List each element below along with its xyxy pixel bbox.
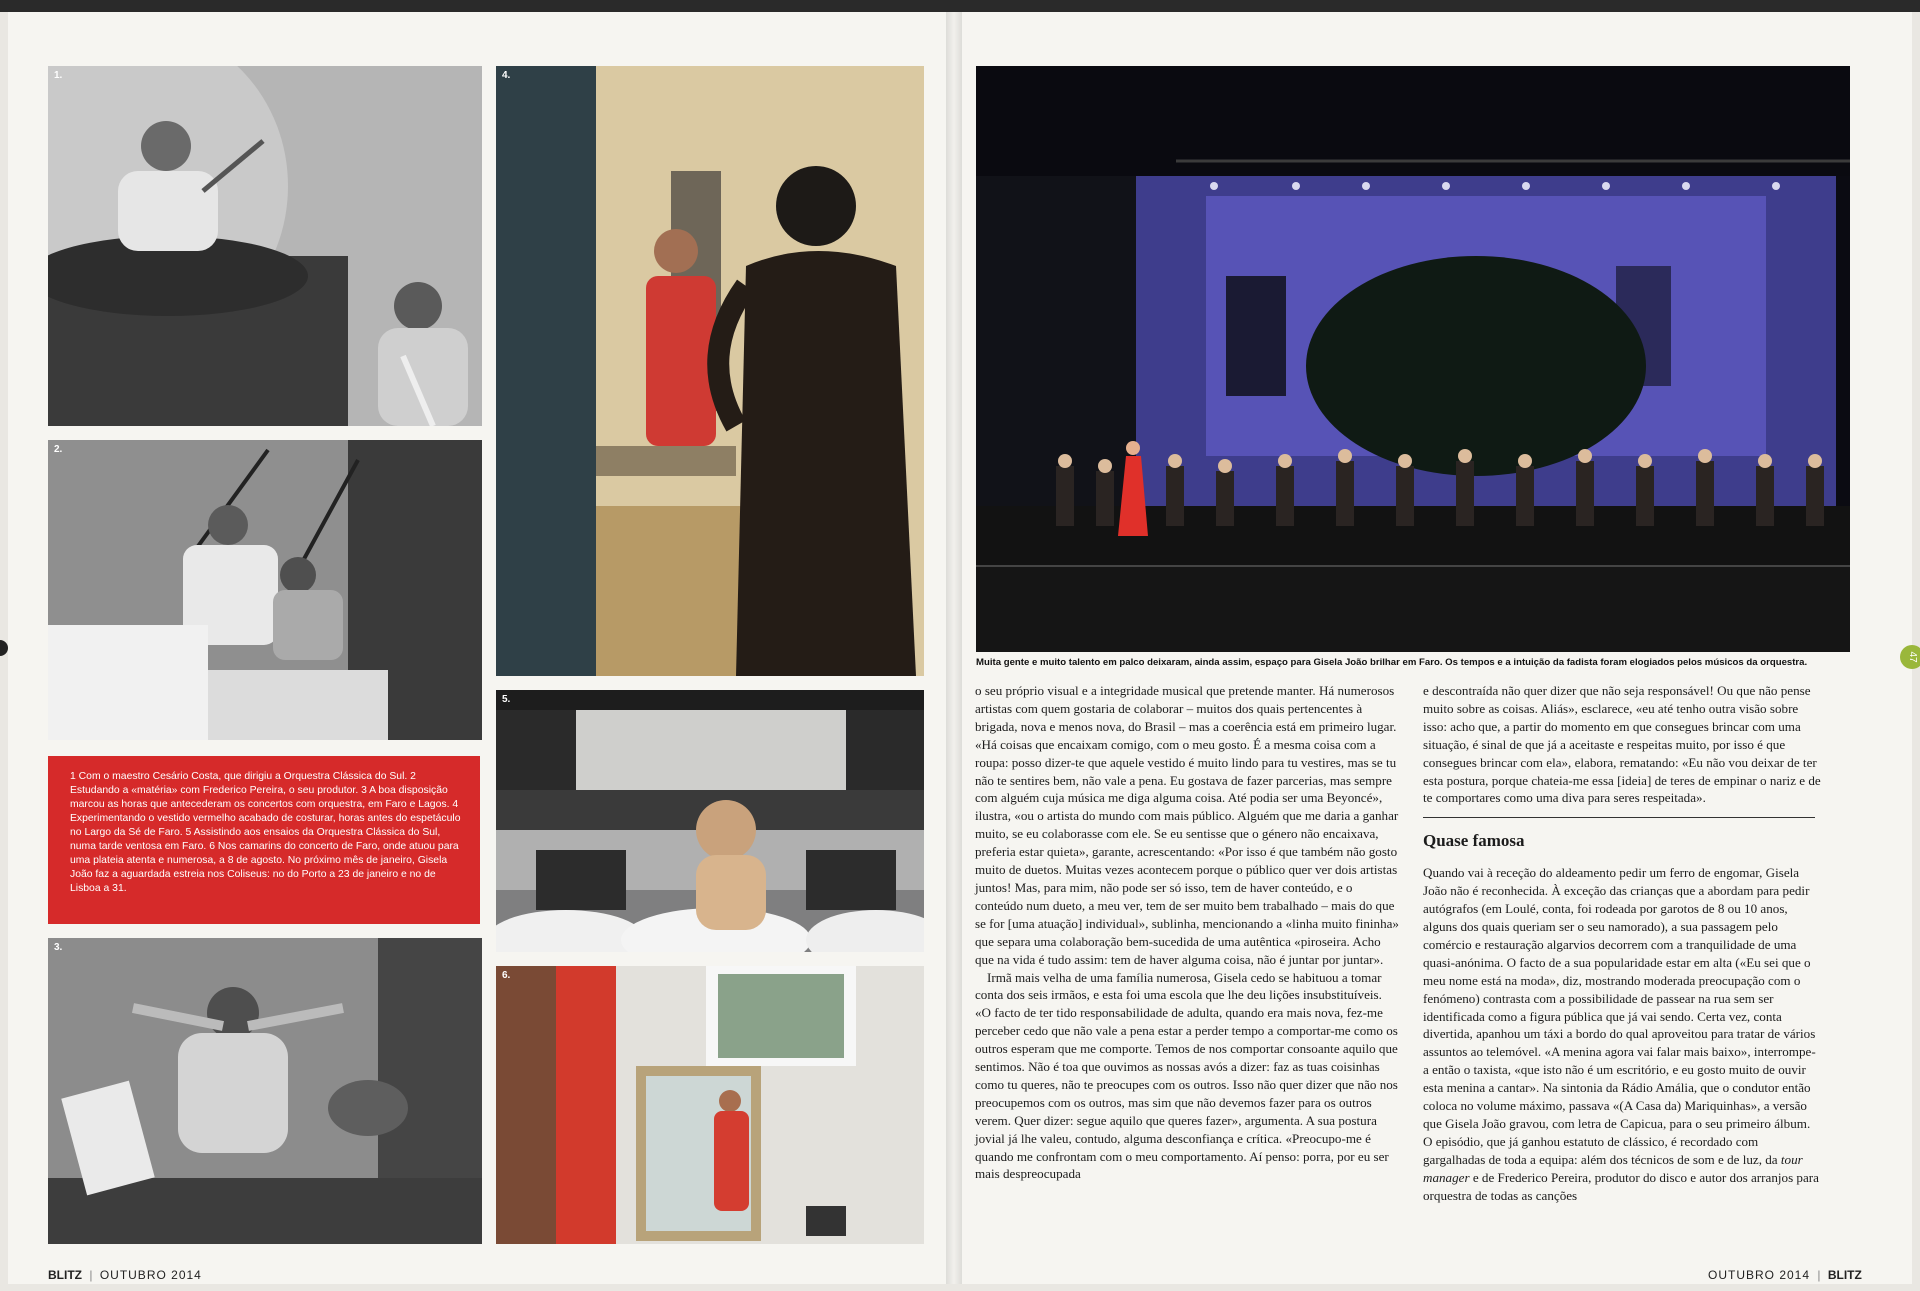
article-paragraph: [1423, 864, 1821, 1204]
page-number-badge: 47: [1900, 645, 1920, 669]
spine-gutter: [946, 12, 962, 1284]
photo-2-studio: [48, 440, 482, 740]
photo-number: 4.: [502, 70, 511, 81]
photo-number: 3.: [54, 942, 63, 953]
photo-number: 1.: [54, 70, 63, 81]
photo-4-mirror: [496, 66, 924, 676]
photo-5-rehearsal: [496, 690, 924, 952]
top-edge: [0, 0, 1920, 12]
photo-6-dressing-room: [496, 966, 924, 1244]
article-text: Quando vai à receção do aldeamento pedir um ferro de engomar, Gisela João não é reconhecida. À exceção das crianças que a abordam para pedir autógrafos (em Loulé, conta, foi rodeada por garotos de 8 ou 10 anos, alguns dos quais queriam ser o seu namorado), a sua passagem pelo comércio e restauração algarvios decorrem com a tranquilidade de uma quasi-anónima. O facto de a sua popularidade estar em alta («Eu sei que o meu nome está na moda», diz, mostrando moderada preocupação com o fenómeno) contrasta com a possibilidade de passear na rua sem ser identificada como a figura pública que já vai sendo. Certa vez, conta divertida, apanhou um táxi a bordo do qual aproveitou para tratar de vários assuntos ao telemóvel. «A menina agora vai falar mais baixo», interrompe-a então o taxista, «que isto não é um escritório, e eu gosto muito de ouvir esta menina a cantar». Na sintonia da Rádio Amália, que o condutor então coloca no volume máximo, passava «(A Casa da) Mariquinhas», a versão que Gisela João gravou, com letra de Capicua, para o seu primeiro álbum. O episódio, que já ganhou estatuto de clássico, é recordado com gargalhadas de toda a equipa: além dos técnicos de som e de luz, da: [1423, 865, 1816, 1167]
footer-brand: BLITZ: [48, 1268, 82, 1282]
photo-3-warmup: [48, 938, 482, 1244]
footer-brand: BLITZ: [1827, 1268, 1862, 1282]
section-divider: [1423, 817, 1815, 818]
photo-main-concert: [976, 66, 1850, 652]
footer-issue: OUTUBRO 2014: [99, 1268, 202, 1282]
footer-left: [48, 1268, 202, 1282]
left-edge-marker: [0, 640, 8, 656]
photo-number: 5.: [502, 694, 511, 705]
photo-1-conductor: [48, 66, 482, 426]
article-column-2: [1423, 682, 1821, 1204]
article-paragraph: e descontraída não quer dizer que não seja responsável! Ou que não pense muito sobre as coisas. Aliás», esclarece, «eu até tenho outra visão sobre isso: acho que, a partir do momento em que consegues brincar com uma situação, é sinal de que já a aceitaste e respeitas muito, por isso é que consegues brincar com ela», elabora, rematando: «Eu não vou deixar de ter esta postura, porque chateia-me essa [ideia] de teres de empinar o nariz e de te comportares como uma diva para seres respeitada».: [1423, 683, 1821, 806]
article-paragraph: o seu próprio visual e a integridade musical que pretende manter. Há numerosos artistas com quem gostaria de colaborar – muitos dos quais pertencentes à brigada, nova e menos nova, do Brasil – mas a coerência está em primeiro lugar. «Há coisas que encaixam comigo, com o meu gosto. É a mesma coisa com a roupa: posso dizer-te que aquele vestido é muito lindo para tu vestires, mas se tu não te sentires bem, não vale a pena. Eu gostava de fazer parcerias, mas sempre com alguém cuja música me diga alguma coisa. Até podia ser uma Beyoncé», ilustra, «ou o artista do mundo com mais público. Alguém que me daria a ganhar muito, se eu colaborasse com ele. Se eu sentisse que o género não encaixava, preferia estar quieta», garante, acrescentando: «Por isso é que também não gosto muito de duetos. Muitas vezes acontecem porque o público quer ver dois artistas juntos! Mas, para mim, não pode ser só isso, tem de haver conteúdo, e o conteúdo num dueto, a meu ver, tem de ser muito bem trabalhado – mais do que se for [uma atuação] individual», sublinha, mencionando a «linha muito fininha» que separa uma colaboração bem-sucedida de uma autêntica «piroseira. Acho que na vida é tudo assim: tem de haver alguma coisa, não é juntar por juntar».: [975, 683, 1399, 967]
article-paragraph: Irmã mais velha de uma família numerosa, Gisela cedo se habituou a tomar conta dos seis irmãos, e esta foi uma escola que lhe deu lições insubstituíveis. «O facto de ter tido responsabilidade de adulta, quando era mais nova, fez-me perceber cedo que não vale a pena estar a perder tempo a comportar-me como os outros esperam que me comporte. Temos de nos comportar consoante aquilo que sentimos. Não é toa que ouvimos as nossas avós a dizer: faz as tuas coisinhas como tu queres, não te preocupes com os outros. Isso não quer dizer que não nos preocupemos com os outros, mas sim que não devemos fazer para os outros verem. Quer dizer: segue aquilo que queres fazer», argumenta. A sua postura jovial já lhe valeu, contudo, alguma desconfiança e crítica. «Preocupo-me é quando me confrontam com o meu comportamento. Aí penso: porra, por eu ser mais despreocupada: [975, 969, 1398, 1182]
photo-number: 6.: [502, 970, 511, 981]
photo-caption-text: 1 Com o maestro Cesário Costa, que dirigiu a Orquestra Clássica do Sul. 2 Estudando a «matéria» com Frederico Pereira, o seu produtor. 3 A boa disposição marcou as horas que antecederam os concertos com orquestra, em Faro e Lagos. 4 Experimentando o vestido vermelho acabado de costurar, horas antes do espetáculo no Largo da Sé de Faro. 5 Assistindo aos ensaios da Orquestra Clássica do Sul, numa tarde ventosa em Faro. 6 Nos camarins do concerto de Faro, onde atuou para uma plateia atenta e numerosa, a 8 de agosto. No próximo mês de janeiro, Gisela João faz a aguardada estreia nos Coliseus: no do Porto a 23 de janeiro e no de Lisboa a 31.: [70, 771, 461, 894]
article-column-1: [975, 682, 1401, 1183]
footer-issue: OUTUBRO 2014: [1708, 1268, 1811, 1282]
footer-right: [1708, 1268, 1862, 1282]
photo-number: 2.: [54, 444, 63, 455]
footer-separator: |: [1817, 1268, 1821, 1282]
section-heading: Quase famosa: [1423, 831, 1525, 851]
article-text-italic: tour manager: [1423, 1151, 1803, 1185]
photo-caption-box: [48, 756, 480, 924]
footer-separator: |: [89, 1268, 93, 1282]
main-photo-caption: Muita gente e muito talento em palco deixaram, ainda assim, espaço para Gisela João brilhar em Faro. Os tempos e a intuição da fadista foram elogiados pelos músicos da orquestra.: [976, 657, 1808, 668]
article-text: e de Frederico Pereira, produtor do disco e autor dos arranjos para orquestra de todas as canções: [1423, 1169, 1819, 1203]
